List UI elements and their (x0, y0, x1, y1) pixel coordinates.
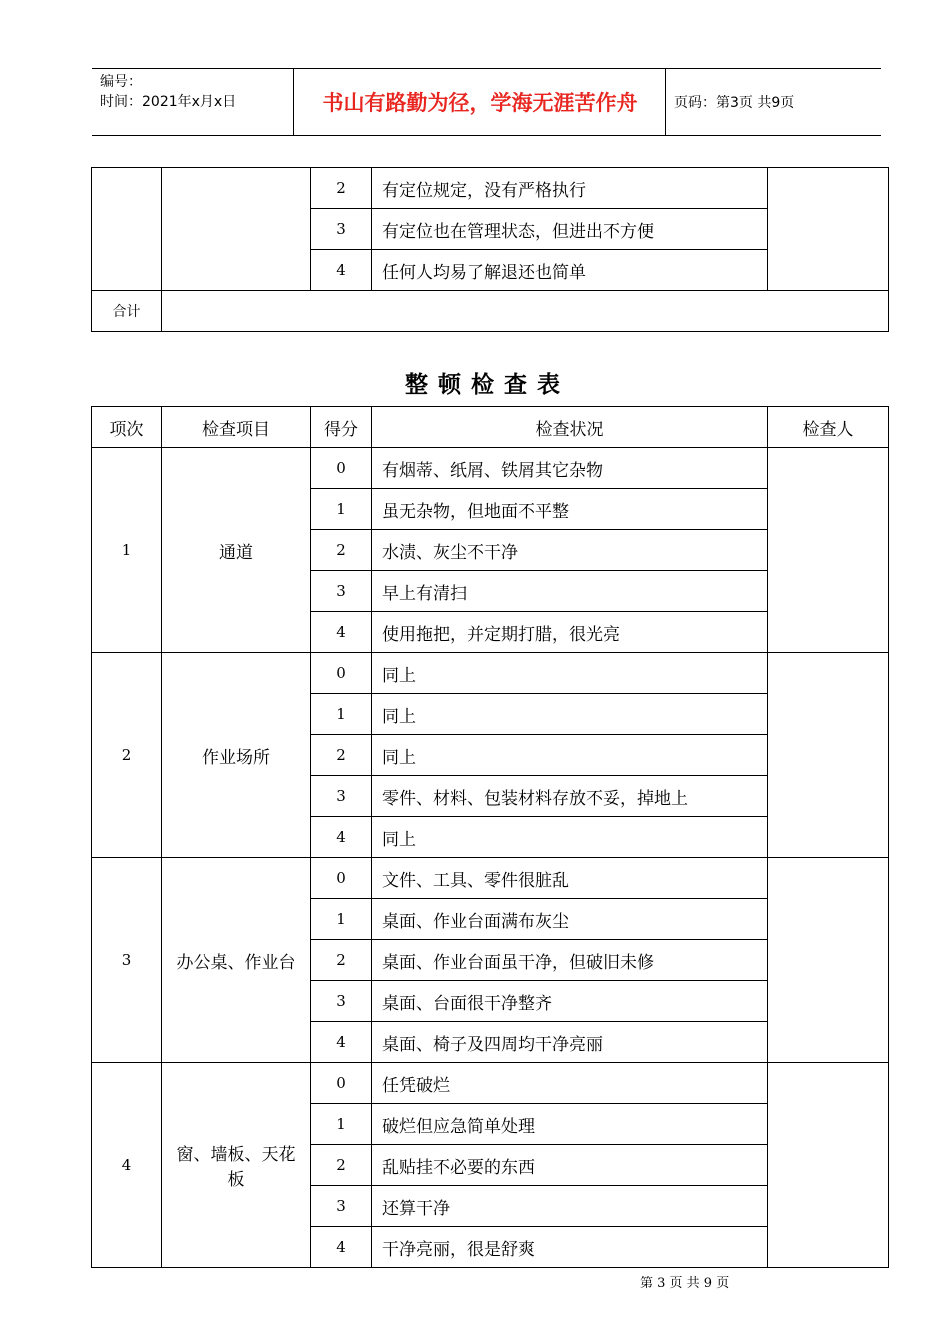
desc-cell: 有定位规定，没有严格执行 (372, 168, 768, 209)
desc-cell: 桌面、台面很干净整齐 (372, 981, 768, 1022)
score-cell: 2 (311, 168, 372, 209)
table-header-row (92, 407, 889, 448)
inspector-cell (768, 168, 889, 291)
header-inspector: 检查人 (768, 407, 889, 448)
desc-cell: 同上 (372, 653, 768, 694)
score-cell: 4 (311, 817, 372, 858)
inspector-cell (768, 858, 889, 1063)
score-cell: 0 (311, 858, 372, 899)
inspector-cell (768, 1063, 889, 1268)
no-cell: 2 (92, 653, 162, 858)
table-row (92, 653, 889, 694)
desc-cell: 零件、材料、包装材料存放不妥，掉地上 (372, 776, 768, 817)
score-cell: 1 (311, 694, 372, 735)
total-value-cell (162, 291, 889, 332)
item-cell: 作业场所 (162, 653, 311, 858)
header-meta (100, 72, 236, 112)
desc-cell: 桌面、作业台面虽干净，但破旧未修 (372, 940, 768, 981)
inspector-cell (768, 653, 889, 858)
header-item: 检查项目 (162, 407, 311, 448)
header-page-info: 页码：第3页 共9页 (674, 95, 795, 111)
desc-cell: 有烟蒂、纸屑、铁屑其它杂物 (372, 448, 768, 489)
score-cell: 4 (311, 250, 372, 291)
score-cell: 0 (311, 448, 372, 489)
score-cell: 3 (311, 209, 372, 250)
no-cell: 1 (92, 448, 162, 653)
total-row (92, 291, 889, 332)
table-row (92, 858, 889, 899)
score-cell: 2 (311, 735, 372, 776)
desc-cell: 桌面、作业台面满布灰尘 (372, 899, 768, 940)
score-cell: 1 (311, 899, 372, 940)
time-label: 时间：2021年x月x日 (100, 94, 237, 110)
score-cell: 4 (311, 612, 372, 653)
desc-cell: 使用拖把，并定期打腊，很光亮 (372, 612, 768, 653)
desc-cell: 虽无杂物，但地面不平整 (372, 489, 768, 530)
table-row (92, 1063, 889, 1104)
code-label: 编号： (100, 74, 142, 90)
desc-cell: 同上 (372, 817, 768, 858)
score-cell: 3 (311, 776, 372, 817)
no-cell (92, 168, 162, 291)
score-cell: 3 (311, 981, 372, 1022)
inspector-cell (768, 448, 889, 653)
score-cell: 4 (311, 1022, 372, 1063)
score-cell: 2 (311, 530, 372, 571)
desc-cell: 破烂但应急简单处理 (372, 1104, 768, 1145)
inspection-table-body (92, 448, 889, 1268)
header-status: 检查状况 (372, 407, 768, 448)
desc-cell: 任何人均易了解退还也简单 (372, 250, 768, 291)
header-motto: 书山有路勤为径，学海无涯苦作舟 (322, 91, 638, 115)
desc-cell: 同上 (372, 735, 768, 776)
header-no: 项次 (92, 407, 162, 448)
score-cell: 0 (311, 653, 372, 694)
previous-table-continuation (91, 167, 889, 332)
desc-cell: 同上 (372, 694, 768, 735)
desc-cell: 早上有清扫 (372, 571, 768, 612)
no-cell: 4 (92, 1063, 162, 1268)
score-cell: 2 (311, 1145, 372, 1186)
item-cell: 办公桌、作业台 (162, 858, 311, 1063)
desc-cell: 桌面、椅子及四周均干净亮丽 (372, 1022, 768, 1063)
page-footer: 第 3 页 共 9 页 (640, 1276, 730, 1291)
score-cell: 3 (311, 1186, 372, 1227)
desc-cell: 干净亮丽，很是舒爽 (372, 1227, 768, 1268)
score-cell: 1 (311, 1104, 372, 1145)
score-cell: 2 (311, 940, 372, 981)
desc-cell: 还算干净 (372, 1186, 768, 1227)
score-cell: 0 (311, 1063, 372, 1104)
desc-cell: 任凭破烂 (372, 1063, 768, 1104)
item-cell: 通道 (162, 448, 311, 653)
desc-cell: 水渍、灰尘不干净 (372, 530, 768, 571)
header-score: 得分 (311, 407, 372, 448)
score-cell: 4 (311, 1227, 372, 1268)
desc-cell: 有定位也在管理状态，但进出不方便 (372, 209, 768, 250)
page-title: 整顿检查表 (405, 372, 570, 398)
desc-cell: 文件、工具、零件很脏乱 (372, 858, 768, 899)
table-row (92, 448, 889, 489)
total-label: 合计 (92, 291, 162, 332)
table-row (92, 168, 889, 209)
desc-cell: 乱贴挂不必要的东西 (372, 1145, 768, 1186)
score-cell: 3 (311, 571, 372, 612)
item-cell (162, 168, 311, 291)
inspection-table (91, 406, 889, 1268)
no-cell: 3 (92, 858, 162, 1063)
item-cell: 窗、墙板、天花板 (162, 1063, 311, 1268)
score-cell: 1 (311, 489, 372, 530)
